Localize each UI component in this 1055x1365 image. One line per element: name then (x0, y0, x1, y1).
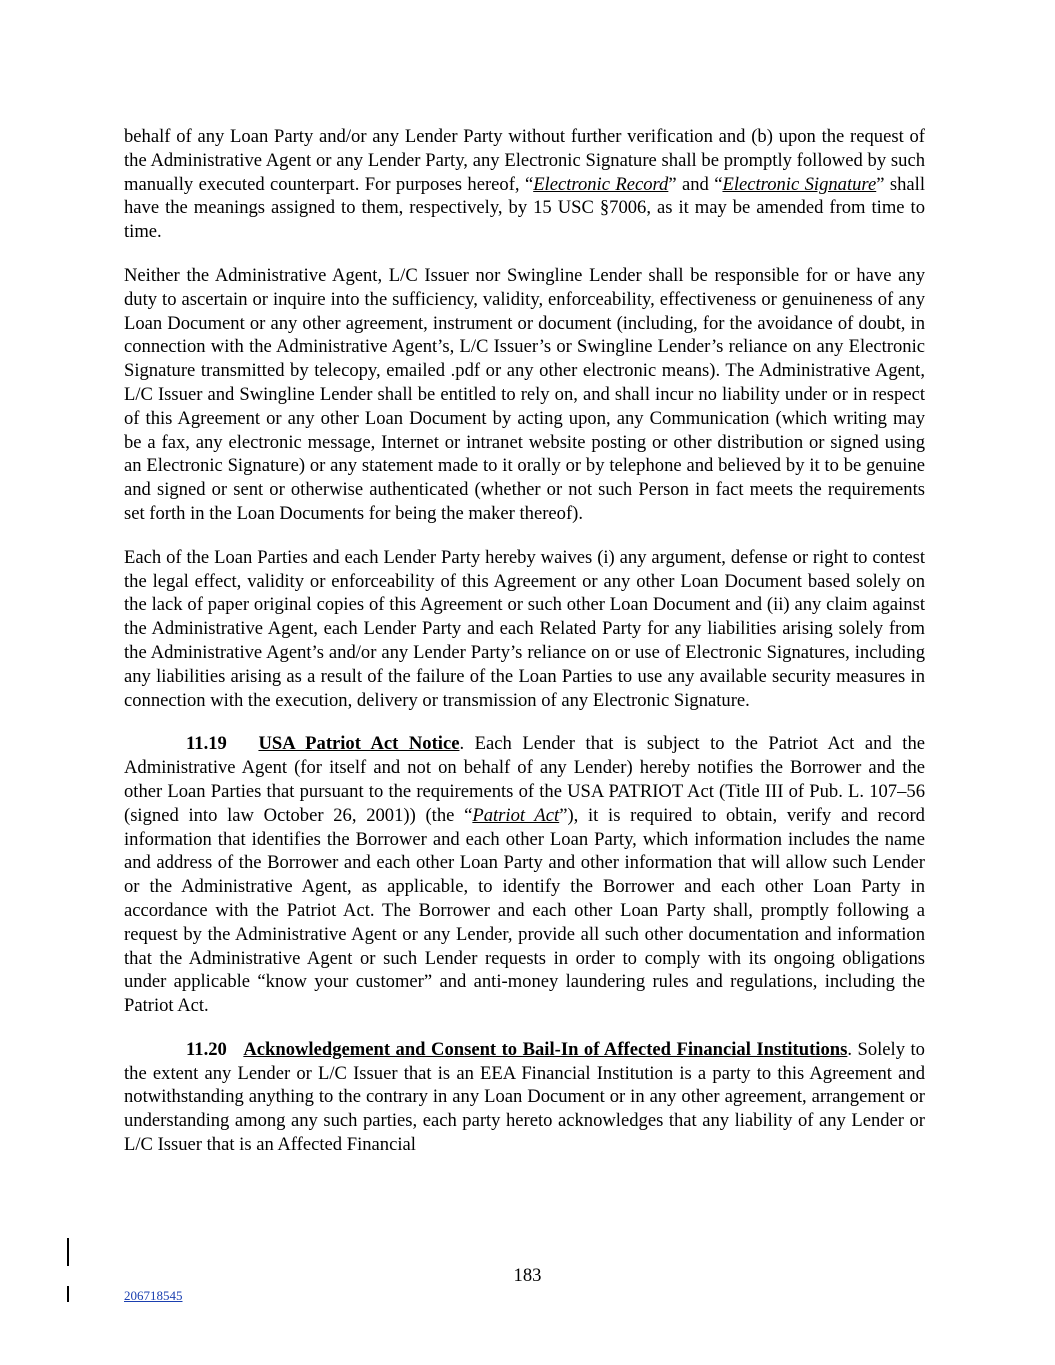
defined-term-electronic-signature: Electronic Signature (722, 173, 877, 195)
section-text: . Solely to the extent any Lender or L/C Issuer that is an EEA Financial Institution is a party to this Agreement and notwithstanding anything to the contrary in any Loan Document or in any other agreement, arrangement or understanding among any such parties, each party hereto acknowledges that any liability of any Lender or L/C Issuer that is an Affected Financial (124, 1038, 925, 1156)
page-number: 183 (513, 1265, 542, 1286)
section-11-19 (124, 732, 925, 1018)
section-number: 11.20 (186, 1038, 227, 1060)
section-title: Acknowledgement and Consent to Bail-In of Affected Financial Institutions (243, 1038, 848, 1060)
section-text: ”), it is required to obtain, verify and record information that identifies the Borrower and each other Loan Party, which information includes the name and address of the Borrower and each other Loan Party and other information that will allow such Lender or the Administrative Agent, as applicable, to identify the Borrower and each other Loan Party in accordance with the Patriot Act. The Borrower and each other Loan Party shall, promptly following a request by the Administrative Agent or any Lender, provide all such other documentation and information that the Administrative Agent or such Lender requests in order to comply with its ongoing obligations under applicable “know your customer” and anti-money laundering rules and regulations, including the Patriot Act. (124, 804, 925, 1017)
document-body (124, 125, 925, 1177)
document-id-link[interactable]: 206718545 (124, 1288, 183, 1303)
paragraph-text: behalf of any Loan Party and/or any Lender Party without further verification and (b) upon the request of the Administrative Agent or any Lender Party, any Electronic Signature shall be promptly followed by such manually executed counterpart. For purposes hereof, “ (124, 126, 925, 195)
revision-change-bar (67, 1286, 69, 1302)
section-11-20 (124, 1038, 925, 1157)
defined-term-electronic-record: Electronic Record (533, 173, 669, 195)
section-text: . Each Lender that is subject to the Patriot Act and the Administrative Agent (for itself and not on behalf of any Lender) hereby notifies the Borrower and the other Loan Parties that pursuant to the requirements of the USA PATRIOT Act (Title III of Pub. L. 107–56 (signed into law October 26, 2001)) (the “ (124, 733, 925, 826)
paragraph-agent-responsibility: Neither the Administrative Agent, L/C Issuer nor Swingline Lender shall be responsible for or have any duty to ascertain or inquire into the sufficiency, validity, enforceability, effectiveness or genuineness of any Loan Document or any other agreement, instrument or document (including, for the avoidance of doubt, in connection with the Administrative Agent’s, L/C Issuer’s or Swingline Lender’s reliance on any Electronic Signature transmitted by telecopy, emailed .pdf or any other electronic means). The Administrative Agent, L/C Issuer and Swingline Lender shall be entitled to rely on, and shall incur no liability under or in respect of this Agreement or any other Loan Document by acting upon, any Communication (which writing may be a fax, any electronic message, Internet or intranet website posting or other distribution or signed using an Electronic Signature) or any statement made to it orally or by telephone and believed by it to be genuine and signed or sent or otherwise authenticated (whether or not such Person in fact meets the requirements set forth in the Loan Documents for being the maker thereof). (124, 264, 925, 524)
defined-term-patriot-act: Patriot Act (472, 804, 560, 826)
section-number: 11.19 (186, 733, 227, 755)
revision-change-bar (67, 1238, 69, 1266)
paragraph-electronic-record (124, 125, 925, 244)
paragraph-text: ” and “ (668, 173, 723, 195)
section-title: USA Patriot Act Notice (258, 733, 460, 755)
paragraph-text: ” shall have the meanings assigned to them, respectively, by 15 USC §7006, as it may be amended from time to time. (124, 173, 925, 243)
paragraph-waiver: Each of the Loan Parties and each Lender Party hereby waives (i) any argument, defense or right to contest the legal effect, validity or enforceability of this Agreement or any other Loan Document based solely on the lack of paper original copies of this Agreement or such other Loan Document and (ii) any claim against the Administrative Agent, each Lender Party and each Related Party for any liabilities arising solely from the Administrative Agent’s and/or any Lender Party’s reliance on or use of Electronic Signatures, including any liabilities arising as a result of the failure of the Loan Parties to use any available security measures in connection with the execution, delivery or transmission of any Electronic Signature. (124, 546, 925, 711)
